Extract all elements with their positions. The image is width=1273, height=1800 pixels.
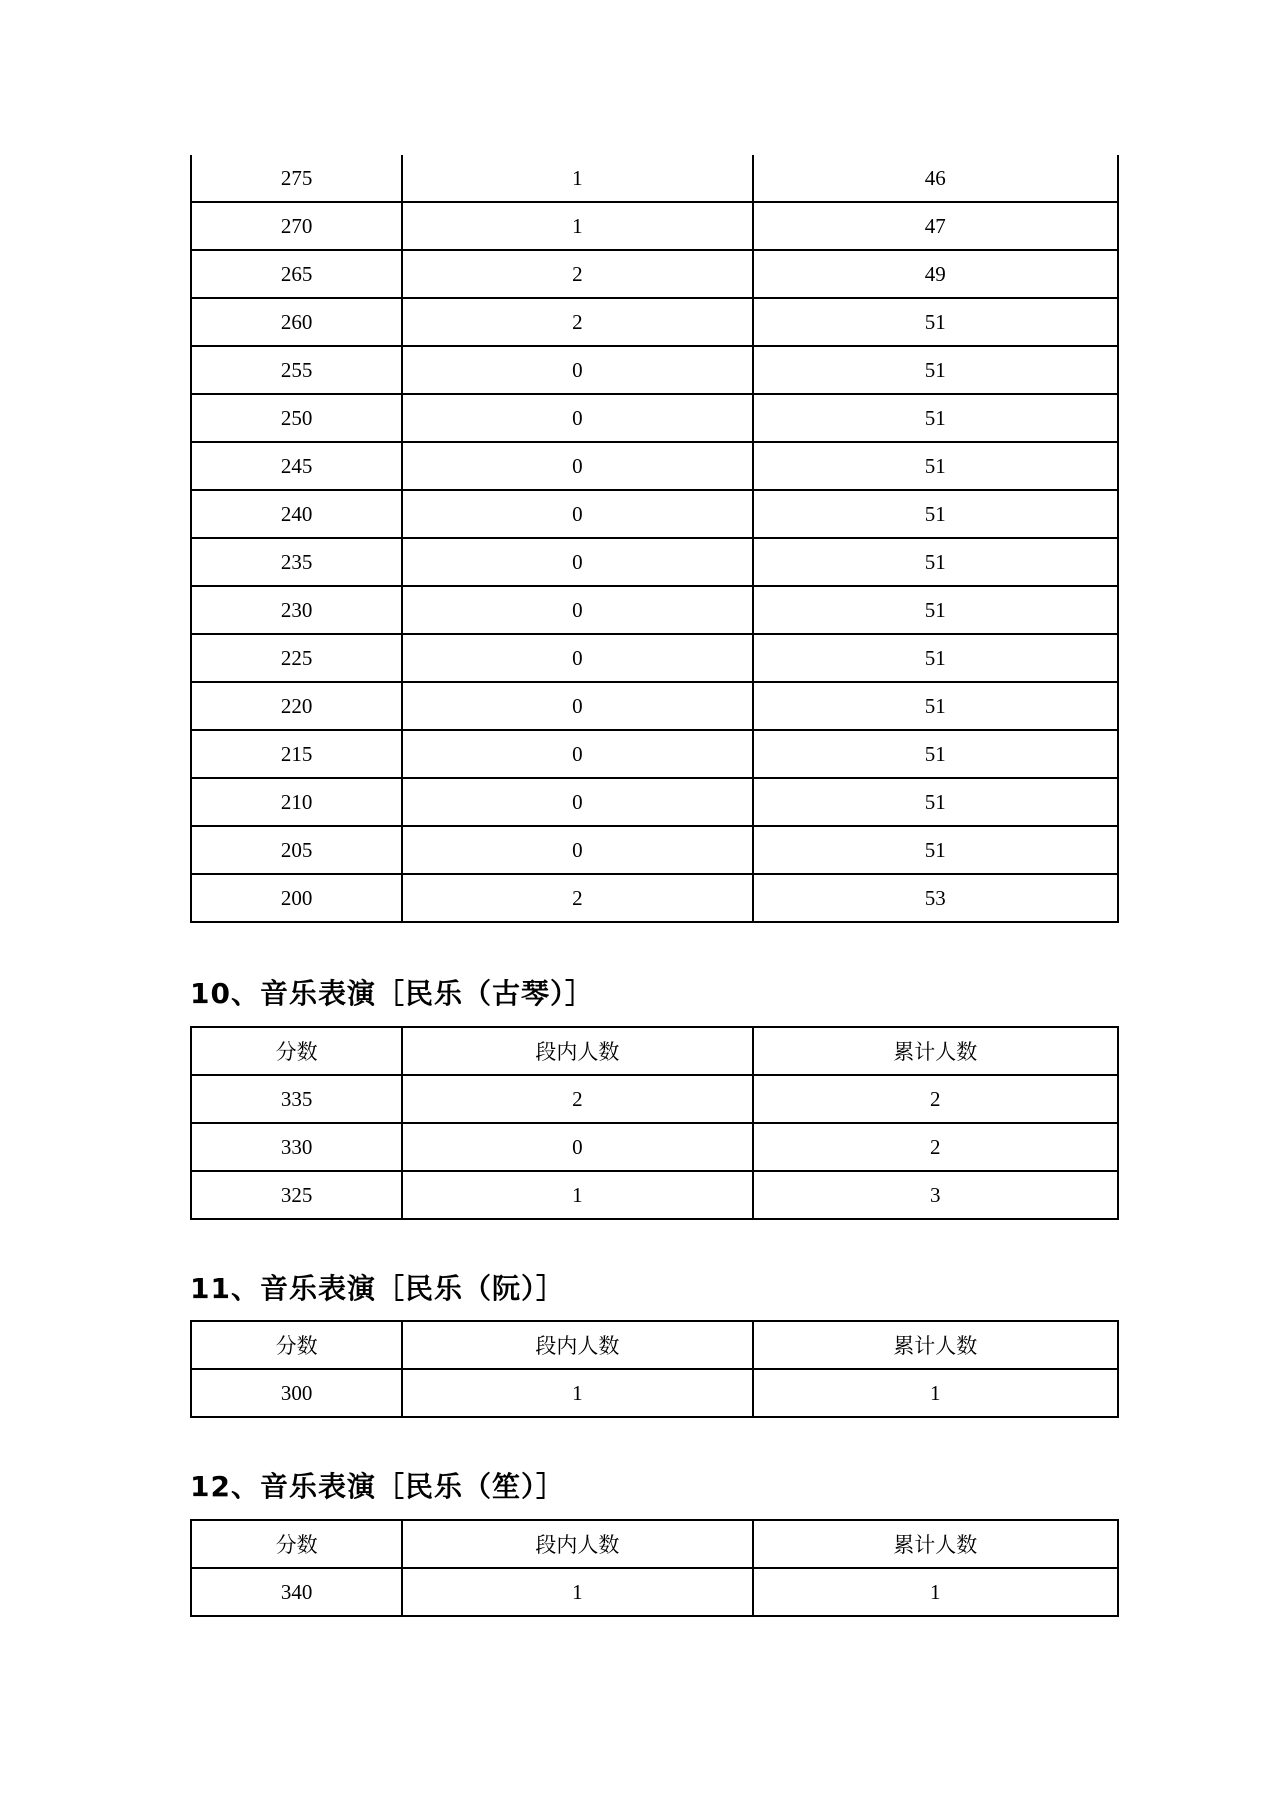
cell-segment-count: 0 (402, 490, 752, 538)
cell-segment-count: 0 (402, 538, 752, 586)
cell-score: 340 (191, 1568, 402, 1616)
cell-score: 200 (191, 874, 402, 922)
cell-segment-count: 0 (402, 634, 752, 682)
cell-segment-count: 1 (402, 1369, 752, 1417)
cell-score: 335 (191, 1075, 402, 1123)
table-header-row (191, 1027, 1118, 1075)
table-row (191, 298, 1118, 346)
table-body (191, 155, 1118, 922)
cell-cumulative-count: 1 (753, 1369, 1118, 1417)
table-row (191, 682, 1118, 730)
cell-cumulative-count: 2 (753, 1123, 1118, 1171)
score-table-ruan (190, 1320, 1119, 1418)
cell-segment-count: 2 (402, 250, 752, 298)
table-row (191, 1369, 1118, 1417)
table-row (191, 1075, 1118, 1123)
cell-cumulative-count: 51 (753, 346, 1118, 394)
table-row (191, 1171, 1118, 1219)
cell-cumulative-count: 47 (753, 202, 1118, 250)
cell-segment-count: 0 (402, 346, 752, 394)
cell-score: 230 (191, 586, 402, 634)
header-score: 分数 (191, 1321, 402, 1369)
cell-segment-count: 1 (402, 1171, 752, 1219)
cell-segment-count: 0 (402, 586, 752, 634)
cell-cumulative-count: 51 (753, 730, 1118, 778)
cell-score: 240 (191, 490, 402, 538)
cell-segment-count: 0 (402, 778, 752, 826)
table-row (191, 202, 1118, 250)
cell-segment-count: 0 (402, 442, 752, 490)
cell-score: 215 (191, 730, 402, 778)
cell-score: 275 (191, 155, 402, 202)
table-row (191, 1123, 1118, 1171)
score-table-continued (190, 155, 1119, 923)
header-cumulative-count: 累计人数 (753, 1321, 1118, 1369)
table-header-row (191, 1520, 1118, 1568)
cell-segment-count: 0 (402, 730, 752, 778)
section-heading-sheng: 12、音乐表演［民乐（笙）］ (190, 1470, 565, 1503)
cell-score: 270 (191, 202, 402, 250)
cell-cumulative-count: 51 (753, 490, 1118, 538)
table-row (191, 634, 1118, 682)
cell-score: 300 (191, 1369, 402, 1417)
cell-cumulative-count: 46 (753, 155, 1118, 202)
cell-segment-count: 1 (402, 155, 752, 202)
cell-segment-count: 0 (402, 1123, 752, 1171)
cell-score: 325 (191, 1171, 402, 1219)
table-row (191, 490, 1118, 538)
header-segment-count: 段内人数 (402, 1520, 752, 1568)
header-score: 分数 (191, 1520, 402, 1568)
cell-cumulative-count: 51 (753, 298, 1118, 346)
header-segment-count: 段内人数 (402, 1027, 752, 1075)
table-row (191, 394, 1118, 442)
cell-score: 250 (191, 394, 402, 442)
header-score: 分数 (191, 1027, 402, 1075)
cell-score: 255 (191, 346, 402, 394)
cell-segment-count: 1 (402, 1568, 752, 1616)
score-table-sheng (190, 1519, 1119, 1617)
cell-score: 210 (191, 778, 402, 826)
cell-segment-count: 0 (402, 826, 752, 874)
cell-score: 205 (191, 826, 402, 874)
table-header-row (191, 1321, 1118, 1369)
cell-segment-count: 0 (402, 394, 752, 442)
cell-segment-count: 1 (402, 202, 752, 250)
cell-score: 235 (191, 538, 402, 586)
cell-segment-count: 0 (402, 682, 752, 730)
cell-cumulative-count: 2 (753, 1075, 1118, 1123)
cell-score: 330 (191, 1123, 402, 1171)
header-cumulative-count: 累计人数 (753, 1027, 1118, 1075)
cell-cumulative-count: 3 (753, 1171, 1118, 1219)
header-segment-count: 段内人数 (402, 1321, 752, 1369)
cell-cumulative-count: 51 (753, 826, 1118, 874)
table-row (191, 250, 1118, 298)
cell-segment-count: 2 (402, 874, 752, 922)
table-row (191, 442, 1118, 490)
table-row (191, 538, 1118, 586)
table-row (191, 826, 1118, 874)
cell-score: 225 (191, 634, 402, 682)
cell-score: 245 (191, 442, 402, 490)
cell-cumulative-count: 51 (753, 538, 1118, 586)
cell-cumulative-count: 51 (753, 634, 1118, 682)
header-cumulative-count: 累计人数 (753, 1520, 1118, 1568)
table-row (191, 730, 1118, 778)
table-row (191, 346, 1118, 394)
cell-cumulative-count: 51 (753, 682, 1118, 730)
table-row (191, 586, 1118, 634)
cell-score: 260 (191, 298, 402, 346)
section-heading-ruan: 11、音乐表演［民乐（阮）］ (190, 1272, 565, 1305)
cell-cumulative-count: 51 (753, 442, 1118, 490)
table-row (191, 155, 1118, 202)
cell-cumulative-count: 49 (753, 250, 1118, 298)
cell-cumulative-count: 51 (753, 394, 1118, 442)
cell-segment-count: 2 (402, 1075, 752, 1123)
score-table-guqin (190, 1026, 1119, 1220)
cell-segment-count: 2 (402, 298, 752, 346)
cell-cumulative-count: 1 (753, 1568, 1118, 1616)
table-row (191, 778, 1118, 826)
table-row (191, 874, 1118, 922)
cell-score: 265 (191, 250, 402, 298)
table-row (191, 1568, 1118, 1616)
cell-cumulative-count: 51 (753, 778, 1118, 826)
cell-cumulative-count: 53 (753, 874, 1118, 922)
cell-cumulative-count: 51 (753, 586, 1118, 634)
section-heading-guqin: 10、音乐表演［民乐（古琴）］ (190, 977, 594, 1010)
cell-score: 220 (191, 682, 402, 730)
